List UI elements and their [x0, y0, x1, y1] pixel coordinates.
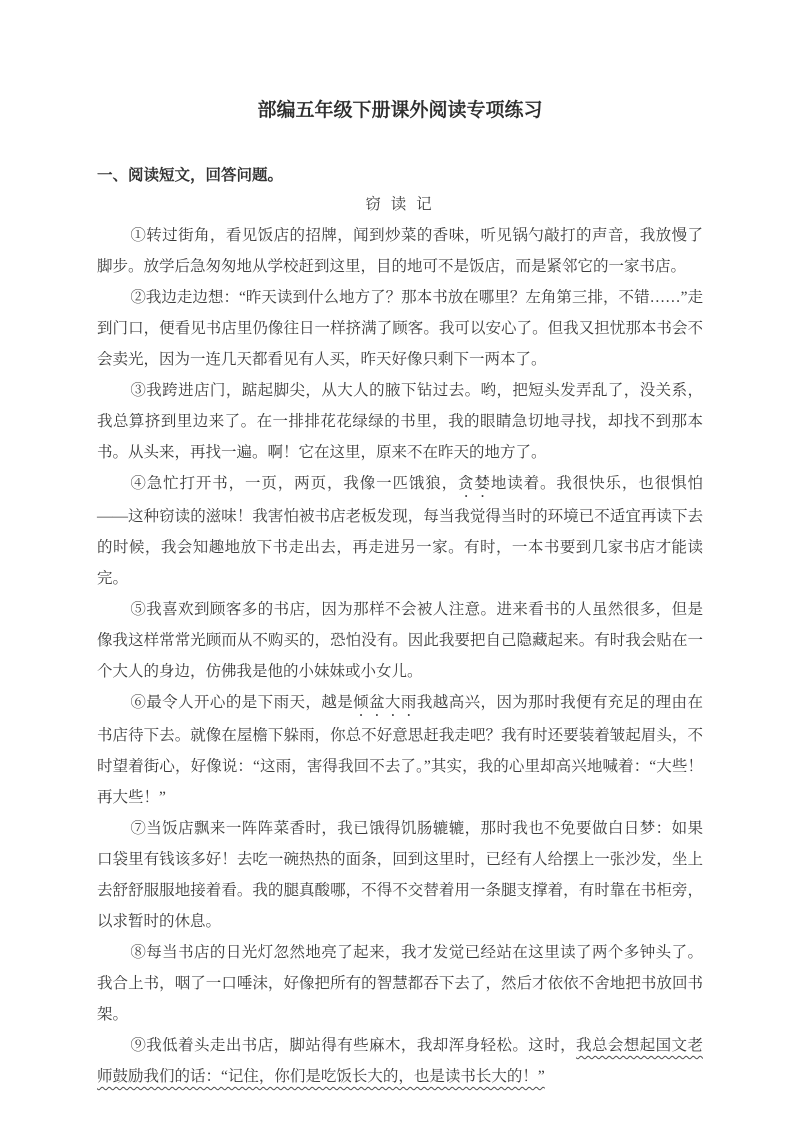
- essay-paragraph: [97, 687, 703, 813]
- essay-paragraph: [97, 813, 703, 937]
- paragraph-text: ④急忙打开书，一页，两页，我像一匹饿狼，: [130, 475, 459, 492]
- essay-paragraph: [97, 220, 703, 282]
- paragraph-text: ⑨我低着头走出书店，脚站得有些麻木，我却浑身轻松。这时，: [130, 1037, 577, 1054]
- essay-paragraph: [97, 594, 703, 687]
- paragraph-text: ③我跨进店门，踮起脚尖，从大人的腋下钻过去。哟，把短头发弄乱了，没关系，我总算挤到里边来了。在一排排花花绿绿的书里，我的眼睛急切地寻找，却找不到那本书。从头来，再找一遍。啊！它在这里，原来不在昨天的地方了。: [97, 382, 703, 461]
- essay-paragraph: [97, 468, 703, 594]
- paragraph-text: ①转过街角，看见饭店的招牌，闻到炒菜的香味，听见锅勺敲打的声音，我放慢了脚步。放学后急匆匆地从学校赶到这里，目的地可不是饭店，而是紧邻它的一家书店。: [97, 227, 703, 275]
- paragraph-text: ⑥最令人开心的是下雨天，越是: [130, 694, 354, 711]
- essay-paragraph: [97, 937, 703, 1030]
- essay-body: [97, 220, 703, 1092]
- dot-emphasized-text: 贪婪: [458, 475, 491, 492]
- section-heading: 一、阅读短文，回答问题。: [97, 167, 284, 184]
- wavy-underlined-text: 我总会想起国文老师鼓励我们的话：“记住，你们是吃饭长大的，也是读书长大的！”: [97, 1037, 703, 1085]
- paragraph-text: ⑤我喜欢到顾客多的书店，因为那样不会被人注意。进来看书的人虽然很多，但是像我这样常常光顾而从不购买的，恐怕没有。因此我要把自己隐藏起来。有时我会贴在一个大人的身边，仿佛我是他的小妹妹或小女儿。: [97, 601, 703, 680]
- paragraph-text: ⑧每当书店的日光灯忽然地亮了起来，我才发觉已经站在这里读了两个多钟头了。我合上书，咽了一口唾沫，好像把所有的智慧都吞下去了，然后才依依不舍地把书放回书架。: [97, 944, 703, 1023]
- paragraph-text: 地读着。我很快乐，也很惧怕——这种窃读的滋味！我害怕被书店老板发现，每当我觉得当时的环境已不适宜再读下去的时候，我会知趣地放下书走出去，再走进另一家。有时，一本书要到几家书店才能读完。: [97, 475, 703, 587]
- dot-emphasized-text: 倾盆大雨: [353, 694, 417, 711]
- essay-paragraph: [97, 375, 703, 468]
- paragraph-text: ②我边走边想：“昨天读到什么地方了？那本书放在哪里？左角第三排，不错……”走到门口，便看见书店里仍像往日一样挤满了顾客。我可以安心了。但我又担忧那本书会不会卖光，因为一连几天都看见有人买，昨天好像只剩下一两本了。: [97, 289, 703, 368]
- essay-paragraph: [97, 1030, 703, 1092]
- page-title: 部编五年级下册课外阅读专项练习: [257, 100, 543, 121]
- paragraph-text: 我越高兴，因为那时我便有充足的理由在书店待下去。就像在屋檐下躲雨，你总不好意思赶我走吧？我有时还要装着皱起眉头，不时望着街心，好像说：“这雨，害得我回不去了。”其实，我的心里却高兴地喊着：“大些！再大些！”: [97, 694, 703, 806]
- essay-title: 窃 读 记: [365, 196, 435, 213]
- essay-paragraph: [97, 282, 703, 375]
- paragraph-text: ⑦当饭店飘来一阵阵菜香时，我已饿得饥肠辘辘，那时我也不免要做白日梦：如果口袋里有钱该多好！去吃一碗热热的面条，回到这里时，已经有人给摆上一张沙发，坐上去舒舒服服地接着看。我的腿真酸哪，不得不交替着用一条腿支撑着，有时靠在书柜旁，以求暂时的休息。: [97, 820, 703, 930]
